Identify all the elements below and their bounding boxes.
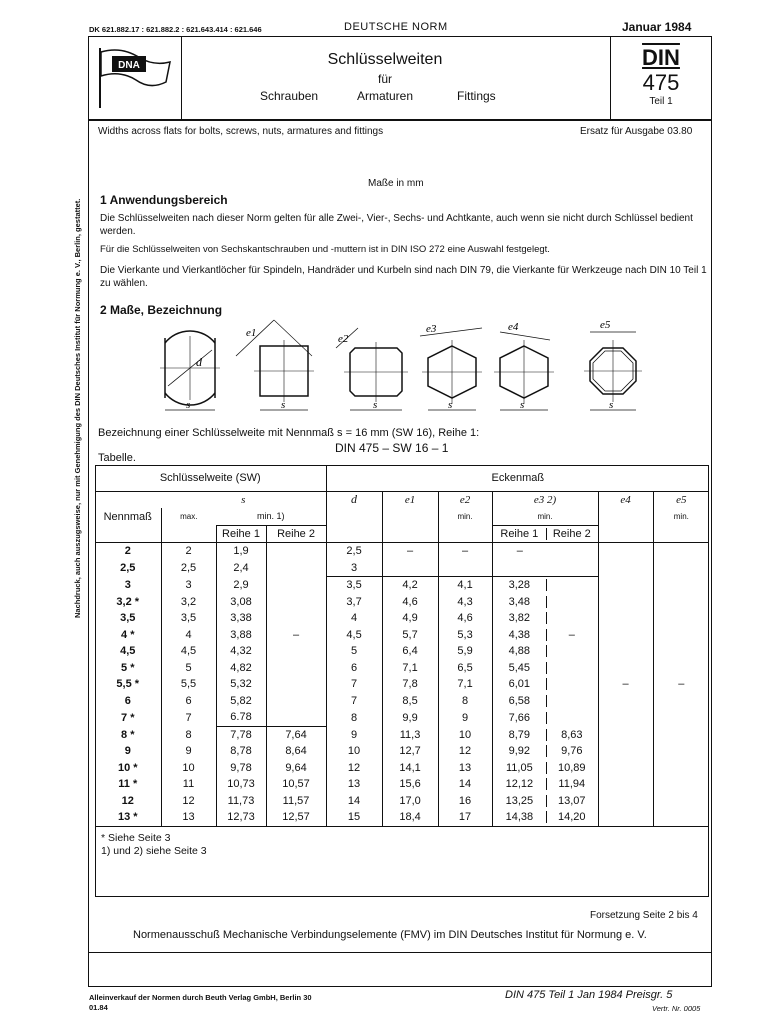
table-cell: 6,4 [382,643,438,660]
table-cell [598,760,653,777]
table-cell [653,709,709,726]
table-row [95,743,709,760]
header-sw-group: Schlüsselweite (SW) [95,465,326,491]
designation-example: DIN 475 – SW 16 – 1 [335,441,449,455]
svg-text:e1: e1 [246,327,257,339]
table-cell: 3,88 [216,627,266,644]
svg-text:s: s [520,399,525,411]
table-cell [598,594,653,611]
header-e2: e2 [438,491,492,508]
table-row [95,709,709,726]
table-cell: 10 [161,760,216,777]
figure-hexagon-e4 [494,321,554,411]
header-reihe1: Reihe 1 [216,525,266,543]
table-cell: 4,82 [216,660,266,677]
table-cell: 1,9 [216,543,266,560]
table-cell: 3,5 [161,610,216,627]
committee-line: Normenausschuß Mechanische Verbindungselemente (FMV) im DIN Deutsches Institut für Normung e. V. [133,929,647,941]
table-cell: 13 [438,760,492,777]
table-cell: 10,57 [266,776,326,793]
header-e4: e4 [598,491,653,508]
header-d: d [326,491,382,508]
table-cell: 2 [161,543,216,560]
table-cell: 4,6 [438,610,492,627]
table-cell [598,577,653,594]
table-cell: – [266,627,326,644]
table-row [95,693,709,710]
table-cell: 9 [326,726,382,743]
section1-paragraph2: Für die Schlüsselweiten von Sechskantschrauben und -muttern ist in DIN ISO 272 eine Auswahl festgelegt. [100,244,550,255]
table-cell [266,660,326,677]
table-cell-e3: 3,82 [492,610,598,627]
header-reihe2: Reihe 2 [266,525,326,543]
header-e3-min: min. [492,508,598,525]
header-e5: e5 [653,491,709,508]
table-cell [598,776,653,793]
table-cell-e3: 4,38 – [492,627,598,644]
sw-table [95,465,709,864]
table-cell: 8 [438,693,492,710]
table-cell: 17 [438,809,492,826]
figure-octagon-e5 [584,319,642,411]
table-cell: 14 [438,776,492,793]
table-cell: 2,5 [326,543,382,560]
table-cell [438,560,492,577]
table-cell: 5,9 [438,643,492,660]
table-cell: 9,78 [216,760,266,777]
footnote-star: * Siehe Seite 3 [101,832,171,845]
table-cell [653,560,709,577]
table-cell: 2 [95,543,161,560]
table-cell: – [653,676,709,693]
table-cell [653,627,709,644]
table-cell: 3,38 [216,610,266,627]
table-cell: 4 [326,610,382,627]
table-row [95,760,709,777]
table-cell [653,726,709,743]
table-cell: 8,78 [216,743,266,760]
header-e1: e1 [382,491,438,508]
subject-fittings: Fittings [457,89,496,103]
table-cell: – [598,676,653,693]
table-cell: 11,57 [266,793,326,810]
table-cell: 9 [124,745,131,758]
table-cell: 12,7 [382,743,438,760]
table-cell: 13 [326,776,382,793]
table-cell: 4 * [121,628,135,641]
table-cell: 3 [124,579,131,591]
header-e2-min: min. [438,508,492,525]
table-cell: 4 [161,627,216,644]
table-cell: 10 [326,743,382,760]
table-cell-e3: 6,01 [492,676,598,693]
table-cell [598,793,653,810]
table-cell [653,793,709,810]
table-cell [598,643,653,660]
table-cell-e3: 3,48 [492,594,598,611]
table-cell: 6 [124,694,131,707]
table-cell: 13 [161,809,216,826]
table-cell: 4,5 [326,627,382,644]
svg-text:e2: e2 [338,333,349,345]
svg-text:s: s [609,399,614,411]
table-cell: 7,1 [438,676,492,693]
table-cell-e3: 5,45 [492,660,598,677]
svg-text:s: s [448,399,453,411]
table-cell [653,743,709,760]
table-cell [598,693,653,710]
table-cell: 3,7 [326,594,382,611]
table-row [95,793,709,810]
table-cell: 12,73 [216,809,266,826]
table-cell-e3: 14,38 14,20 [492,809,598,826]
table-row [95,627,709,644]
table-cell: 8,5 [382,693,438,710]
table-cell: 11 [161,776,216,793]
table-cell [598,809,653,826]
header-e5-min: min. [653,508,709,525]
table-cell [653,660,709,677]
table-row [95,676,709,693]
header-max: max. [161,508,216,525]
svg-text:e5: e5 [600,319,611,331]
table-cell: 6 [161,693,216,710]
header-nennmass: Nennmaß [103,510,152,523]
dk-code: DK 621.882.17 : 621.882.2 : 621.643.414 : 621.646 [89,25,262,34]
table-cell: 10 [438,726,492,743]
svg-text:s: s [186,399,191,411]
svg-text:e3: e3 [426,323,437,335]
table-row [95,577,709,594]
table-cell-e3: 13,25 13,07 [492,793,598,810]
header-s: s [241,493,246,506]
table-cell: 5 [161,660,216,677]
table-cell: 4,3 [438,594,492,611]
table-cell [266,577,326,594]
table-cell: 17,0 [382,793,438,810]
table-cell-e3: 3,28 [492,577,598,594]
table-cell: 5 [326,643,382,660]
table-cell: 10,73 [216,776,266,793]
table-cell [598,743,653,760]
table-cell-e3: 11,05 10,89 [492,760,598,777]
table-cell: 15,6 [382,776,438,793]
table-row [95,543,709,560]
table-cell: 12 [121,794,134,807]
table-cell: 11,3 [382,726,438,743]
svg-text:e4: e4 [508,321,519,333]
table-cell: 4,5 [161,643,216,660]
table-cell-e3: 4,88 [492,643,598,660]
footer-din: DIN 475 Teil 1 Jan 1984 Preisgr. 5 [505,989,673,1001]
document-title: Schlüsselweiten [327,51,443,68]
table-cell: 12 [438,743,492,760]
table-cell: 18,4 [382,809,438,826]
table-cell [266,610,326,627]
table-cell [653,577,709,594]
logo-text: DNA [118,60,140,71]
section1-heading: 1 Anwendungsbereich [100,193,228,207]
din-part: Teil 1 [649,96,673,107]
table-cell: 10 * [117,761,138,774]
table-cell: 9 [161,743,216,760]
svg-text:s: s [281,399,286,411]
footer-vertr: Vertr. Nr. 0005 [652,1004,701,1013]
table-cell: 7 [326,676,382,693]
header-eck-group: Eckenmaß [326,465,709,491]
table-cell [266,643,326,660]
table-cell: 4,5 [120,645,136,658]
table-cell: 7 * [121,711,135,724]
table-cell: 5,82 [216,693,266,710]
table-cell-e3: 7,66 [492,709,598,726]
table-cell-e3: 12,12 11,94 [492,776,598,793]
table-cell: 2,5 [161,560,216,577]
table-cell: 3 [161,577,216,594]
table-cell: 3,2 * [116,595,140,608]
table-cell: 12 [326,760,382,777]
table-cell: 7,8 [382,676,438,693]
table-cell [266,709,326,726]
table-cell: 11 * [118,778,138,791]
table-cell [653,760,709,777]
table-cell [266,676,326,693]
table-cell: 7,64 [266,726,326,743]
table-cell [598,627,653,644]
table-cell: 5,3 [438,627,492,644]
table-cell-e3 [492,560,598,577]
table-row [95,594,709,611]
din-flag-logo [92,42,178,114]
table-cell: 5,32 [216,676,266,693]
table-cell: 12,57 [266,809,326,826]
table-cell: 8 * [121,728,135,741]
footnote-numbers: 1) und 2) siehe Seite 3 [101,845,207,858]
table-row [95,560,709,577]
table-cell: 4,9 [382,610,438,627]
table-cell: – [438,543,492,560]
table-cell [653,693,709,710]
table-cell: 7,78 [216,726,266,743]
table-cell: 11,73 [216,793,266,810]
header-e3-reihe2: Reihe 2 [552,527,591,540]
table-cell: 4,1 [438,577,492,594]
table-cell: 3 [326,560,382,577]
table-cell [266,594,326,611]
header-e3: e3 2) [492,491,598,508]
table-cell: 2,4 [216,560,266,577]
table-cell: 5 * [121,661,135,674]
table-cell-e3: 6,58 [492,693,598,710]
table-cell: 2,5 [120,562,136,574]
table-cell: 8,64 [266,743,326,760]
figure-two-flats [160,331,220,411]
table-cell: 6 [326,660,382,677]
footer-code: 01.84 [89,1003,108,1012]
table-cell: 4,32 [216,643,266,660]
table-cell: 9,64 [266,760,326,777]
table-cell [598,726,653,743]
table-cell: – [382,543,438,560]
svg-text:s: s [373,399,378,411]
table-cell [598,709,653,726]
table-cell: 14,1 [382,760,438,777]
table-cell: 8 [326,709,382,726]
table-cell [382,560,438,577]
table-cell [266,543,326,560]
table-cell [598,610,653,627]
header-min1: min. 1) [257,511,285,522]
title-fuer: für [377,72,392,86]
table-cell: 16 [438,793,492,810]
table-cell: 3,2 [161,594,216,611]
table-cell: 12 [161,793,216,810]
table-cell: 15 [326,809,382,826]
figure-square-e1 [236,320,314,411]
table-cell: 3,08 [216,594,266,611]
section2-heading: 2 Maße, Bezeichnung [100,303,223,317]
table-cell: 7,1 [382,660,438,677]
table-cell [653,594,709,611]
table-cell [653,776,709,793]
subject-armatures: Armaturen [357,89,414,103]
reprint-notice: Nachdruck, auch auszugsweise, nur mit Genehmigung des DIN Deutsches Institut für Normung e. V., Berlin, gestattet. [73,198,82,618]
table-cell [653,809,709,826]
table-cell: 7 [326,693,382,710]
table-label: Tabelle. [98,452,136,464]
table-cell: 6,5 [438,660,492,677]
shape-figures [150,318,670,422]
table-row [95,660,709,677]
table-cell: 7 [161,709,216,726]
section1-paragraph1: Die Schlüsselweiten nach dieser Norm gelten für alle Zwei-, Vier-, Sechs- und Achtkante, auch wenn sie nicht durch Schlüssel bedient werden. [100,213,693,237]
table-cell: 14 [326,793,382,810]
footer-sales: Alleinverkauf der Normen durch Beuth Verlag GmbH, Berlin 30 [89,993,312,1002]
dimensions-note: Maße in mm [368,178,424,189]
designation-text: Bezeichnung einer Schlüsselweite mit Nennmaß s = 16 mm (SW 16), Reihe 1: [98,427,480,439]
table-cell-e3: 9,92 9,76 [492,743,598,760]
header-e3-reihe1: Reihe 1 [493,528,547,540]
din-label: DIN [642,45,680,70]
table-cell: 3,5 [120,612,136,625]
table-row [95,726,709,743]
table-row [95,809,709,826]
table-cell-e3: – [492,543,598,560]
table-row [95,643,709,660]
table-cell [266,693,326,710]
table-cell-e3: 8,79 8,63 [492,726,598,743]
table-cell [598,543,653,560]
figure-square-e2 [336,328,408,411]
svg-text:d: d [196,355,202,369]
table-row [95,610,709,627]
subject-screws: Schrauben [260,89,319,103]
table-cell: 5,7 [382,627,438,644]
table-cell [653,543,709,560]
table-cell: 6.78 [216,709,266,726]
table-cell: 4,2 [382,577,438,594]
table-cell: 5,5 * [116,678,140,691]
table-cell: 4,6 [382,594,438,611]
norm-label: DEUTSCHE NORM [344,21,448,33]
table-cell [653,643,709,660]
table-cell: 3,5 [326,577,382,594]
figure-hexagon-e3 [420,323,482,411]
table-cell: 5,5 [161,676,216,693]
table-cell [653,610,709,627]
table-cell: 9 [438,709,492,726]
continuation-note: Forsetzung Seite 2 bis 4 [590,910,698,921]
issue-date: Januar 1984 [622,20,692,34]
table-cell [598,660,653,677]
table-cell: 9,9 [382,709,438,726]
table-cell: 13 * [117,811,138,824]
din-number: 475 [642,70,680,95]
section1-paragraph3: Die Vierkante und Vierkantlöcher für Spindeln, Handräder und Kurbeln sind nach DIN 79, die Vierkante für Werkzeuge nach DIN 10 Teil 1 zu wählen. [100,265,707,289]
table-cell [266,560,326,577]
table-cell [598,560,653,577]
table-row [95,776,709,793]
english-title: Widths across flats for bolts, screws, nuts, armatures and fittings [98,126,384,137]
table-cell: 8 [161,726,216,743]
table-cell: 2,9 [216,577,266,594]
replacement-note: Ersatz für Ausgabe 03.80 [580,126,693,137]
